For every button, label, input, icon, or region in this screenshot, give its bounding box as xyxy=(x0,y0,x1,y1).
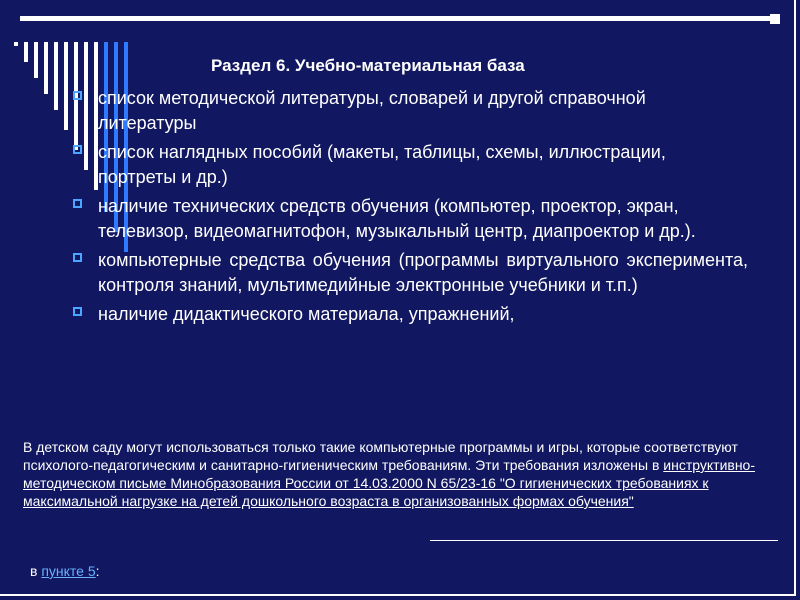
list-item-text: компьютерные средства обучения (программы виртуального эксперимента, контроля знаний, мультимедийные электронные учебники и т.п.) xyxy=(98,250,748,295)
square-bullet-icon xyxy=(73,91,82,100)
stripe xyxy=(44,42,48,94)
square-bullet-icon xyxy=(73,199,82,208)
corner-decorative-square xyxy=(770,14,780,24)
square-bullet-icon xyxy=(73,253,82,262)
slide-title: Раздел 6. Учебно-материальная база xyxy=(211,56,525,75)
list-item xyxy=(68,86,748,136)
point-5-link[interactable]: пункте 5 xyxy=(41,563,96,579)
list-item xyxy=(68,302,748,327)
list-item xyxy=(68,140,748,190)
list-item xyxy=(68,248,748,298)
footer-suffix: : xyxy=(95,563,100,579)
list-item-text: наличие технических средств обучения (компьютер, проектор, экран, телевизор, видеомагнитофон, музыкальный центр, диапроектор и др.). xyxy=(98,196,696,241)
link-underline-extension xyxy=(430,540,778,541)
square-bullet-icon xyxy=(73,145,82,154)
stripe xyxy=(34,42,38,78)
stripe xyxy=(24,42,28,62)
stripe xyxy=(14,42,18,46)
square-bullet-icon xyxy=(73,307,82,316)
note-text: В детском саду могут использоваться только такие компьютерные программы и игры, которые соответствуют психолого-педагогическим и санитарно-гигиеническим требованиям. Эти требования изложены в xyxy=(23,439,738,473)
footer-prefix: в xyxy=(30,563,42,579)
list-item xyxy=(68,194,748,244)
note-paragraph xyxy=(23,438,763,510)
regulation-link[interactable]: инструктивно-методическом письме Минобразования России от 14.03.2000 N 65/23-16 "О гигиенических требованиях к максимальной нагрузке на детей дошкольного возраста в организованных формах обучения" xyxy=(23,457,756,509)
top-decorative-line xyxy=(20,16,770,21)
list-item-text: наличие дидактического материала, упражнений, xyxy=(98,304,515,324)
bullet-list xyxy=(68,86,748,331)
footer-line xyxy=(30,563,100,579)
list-item-text: список наглядных пособий (макеты, таблицы, схемы, иллюстрации, портреты и др.) xyxy=(98,142,666,187)
stripe xyxy=(54,42,58,110)
list-item-text: список методической литературы, словарей и другой справочной литературы xyxy=(98,88,646,133)
